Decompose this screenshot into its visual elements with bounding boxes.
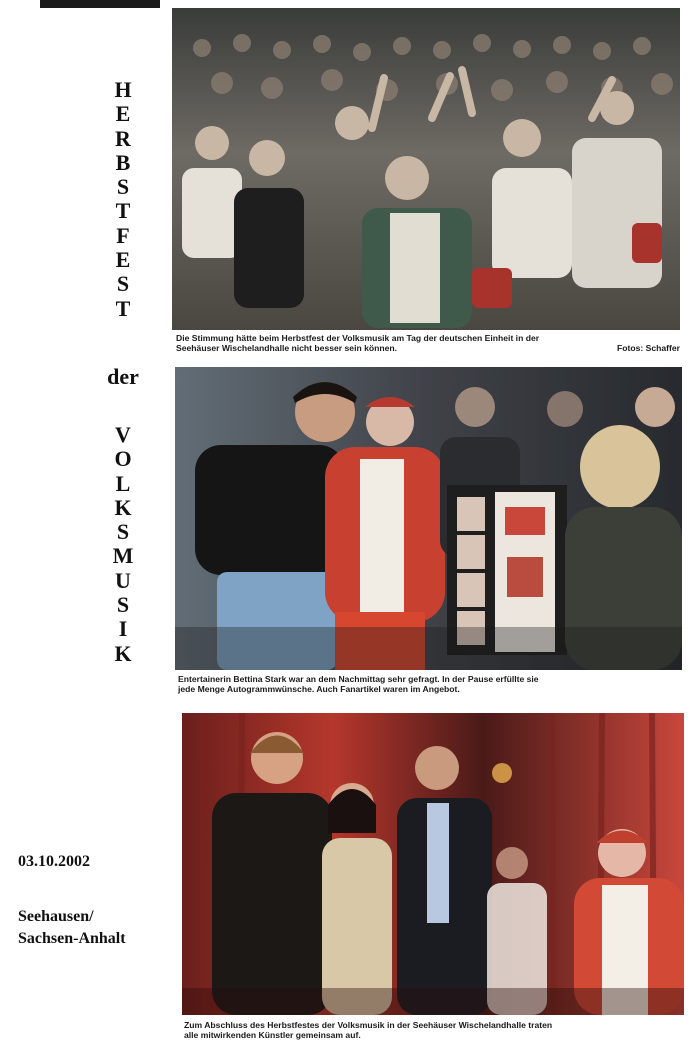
title-letter: S — [116, 271, 130, 297]
title-letter: U — [115, 567, 131, 593]
title-letter: E — [115, 247, 131, 273]
title-letter: H — [114, 77, 132, 102]
title-letter: R — [115, 125, 131, 151]
title-letter: O — [114, 446, 132, 472]
title-letter: S — [116, 174, 130, 200]
title-letter: M — [112, 543, 134, 569]
title-letter: F — [116, 222, 130, 248]
entertainer-caption — [178, 674, 682, 695]
audience-caption — [176, 333, 680, 354]
audience-photo — [172, 8, 680, 330]
caption-line: Entertainerin Bettina Stark war an dem Nachmittag sehr gefragt. In der Pause erfüllte sie — [178, 674, 539, 684]
caption-line: jede Menge Autogrammwünsche. Auch Fanartikel waren im Angebot. — [178, 684, 460, 695]
place-line: Sachsen-Anhalt — [18, 930, 126, 947]
event-place — [18, 906, 126, 950]
stage-photo — [182, 713, 684, 1015]
clipping-edge — [40, 0, 160, 8]
title-letter: L — [115, 470, 131, 496]
entertainer-photo — [175, 367, 682, 670]
caption-line: Seehäuser Wischelandhalle nicht besser sein können. — [176, 343, 398, 354]
title-letter: K — [114, 640, 132, 666]
title-letter: I — [118, 616, 128, 642]
title-letter: K — [114, 494, 132, 520]
place-line: Seehausen/ — [18, 908, 94, 925]
title-letter: B — [115, 149, 131, 175]
stage-caption — [184, 1020, 684, 1041]
vertical-title — [95, 78, 151, 666]
title-connector: der — [107, 363, 139, 389]
title-letter: T — [115, 198, 131, 224]
event-date: 03.10.2002 — [18, 853, 90, 870]
title-letter: S — [116, 592, 130, 618]
photo-credit: Fotos: Schaffer — [616, 343, 680, 354]
title-letter: V — [115, 421, 131, 447]
caption-line: Die Stimmung hätte beim Herbstfest der Volksmusik am Tag der deutschen Einheit in der — [176, 333, 540, 343]
caption-line: alle mitwirkenden Künstler gemeinsam auf. — [184, 1030, 361, 1041]
title-letter: T — [115, 295, 131, 321]
caption-line: Zum Abschluss des Herbstfestes der Volksmusik in der Seehäuser Wischelandhalle traten — [184, 1020, 553, 1030]
title-letter: E — [115, 101, 131, 127]
title-letter: S — [116, 519, 130, 545]
